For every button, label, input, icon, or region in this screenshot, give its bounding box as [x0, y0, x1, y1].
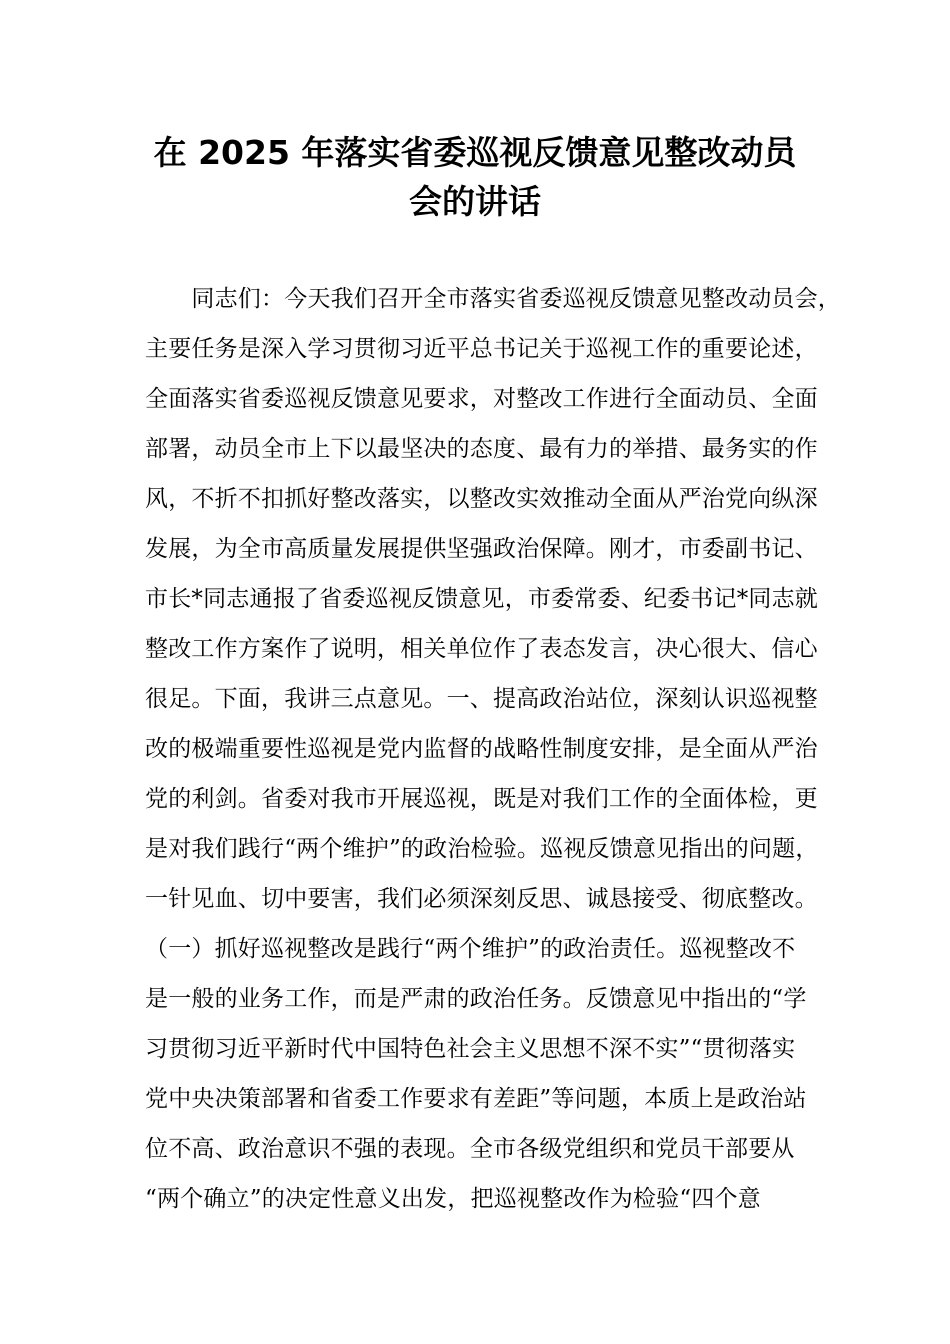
body-line: 市长*同志通报了省委巡视反馈意见，市委常委、纪委书记*同志就 [145, 586, 818, 612]
document-title [100, 128, 850, 226]
body-line: 位不高、政治意识不强的表现。全市各级党组织和党员干部要从 [145, 1136, 795, 1162]
body-line: 风，不折不扣抓好整改落实，以整改实效推动全面从严治党向纵深 [145, 486, 818, 512]
body-line: 整改工作方案作了说明，相关单位作了表态发言，决心很大、信心 [145, 636, 818, 662]
body-line: （一）抓好巡视整改是践行“两个维护”的政治责任。巡视整改不 [145, 936, 796, 962]
body-line: 主要任务是深入学习贯彻习近平总书记关于巡视工作的重要论述， [145, 336, 818, 362]
body-line: 很足。下面，我讲三点意见。一、提高政治站位，深刻认识巡视整 [145, 686, 818, 712]
body-line: 发展，为全市高质量发展提供坚强政治保障。刚才，市委副书记、 [145, 536, 818, 562]
body-line: 全面落实省委巡视反馈意见要求，对整改工作进行全面动员、全面 [145, 386, 818, 412]
title-line-2: 会的讲话 [409, 182, 541, 221]
body-line: 是一般的业务工作，而是严肃的政治任务。反馈意见中指出的“学 [145, 986, 807, 1012]
body-line: 改的极端重要性巡视是党内监督的战略性制度安排，是全面从严治 [145, 736, 818, 762]
body-line: 同志们：今天我们召开全市落实省委巡视反馈意见整改动员会， [145, 286, 841, 312]
body-line: 部署，动员全市上下以最坚决的态度、最有力的举措、最务实的作 [145, 436, 818, 462]
body-line: 习贯彻习近平新时代中国特色社会主义思想不深不实”“贯彻落实 [145, 1036, 796, 1062]
body-line: “两个确立”的决定性意义出发，把巡视整改作为检验“四个意 [145, 1186, 761, 1212]
body-line: 党中央决策部署和省委工作要求有差距”等问题，本质上是政治站 [145, 1086, 807, 1112]
body-line: 党的利剑。省委对我市开展巡视，既是对我们工作的全面体检，更 [145, 786, 818, 812]
body-line: 一针见血、切中要害，我们必须深刻反思、诚恳接受、彻底整改。 [145, 886, 818, 912]
title-line-1: 在 2025 年落实省委巡视反馈意见整改动员 [153, 133, 797, 172]
body-line: 是对我们践行“两个维护”的政治检验。巡视反馈意见指出的问题， [145, 836, 819, 862]
